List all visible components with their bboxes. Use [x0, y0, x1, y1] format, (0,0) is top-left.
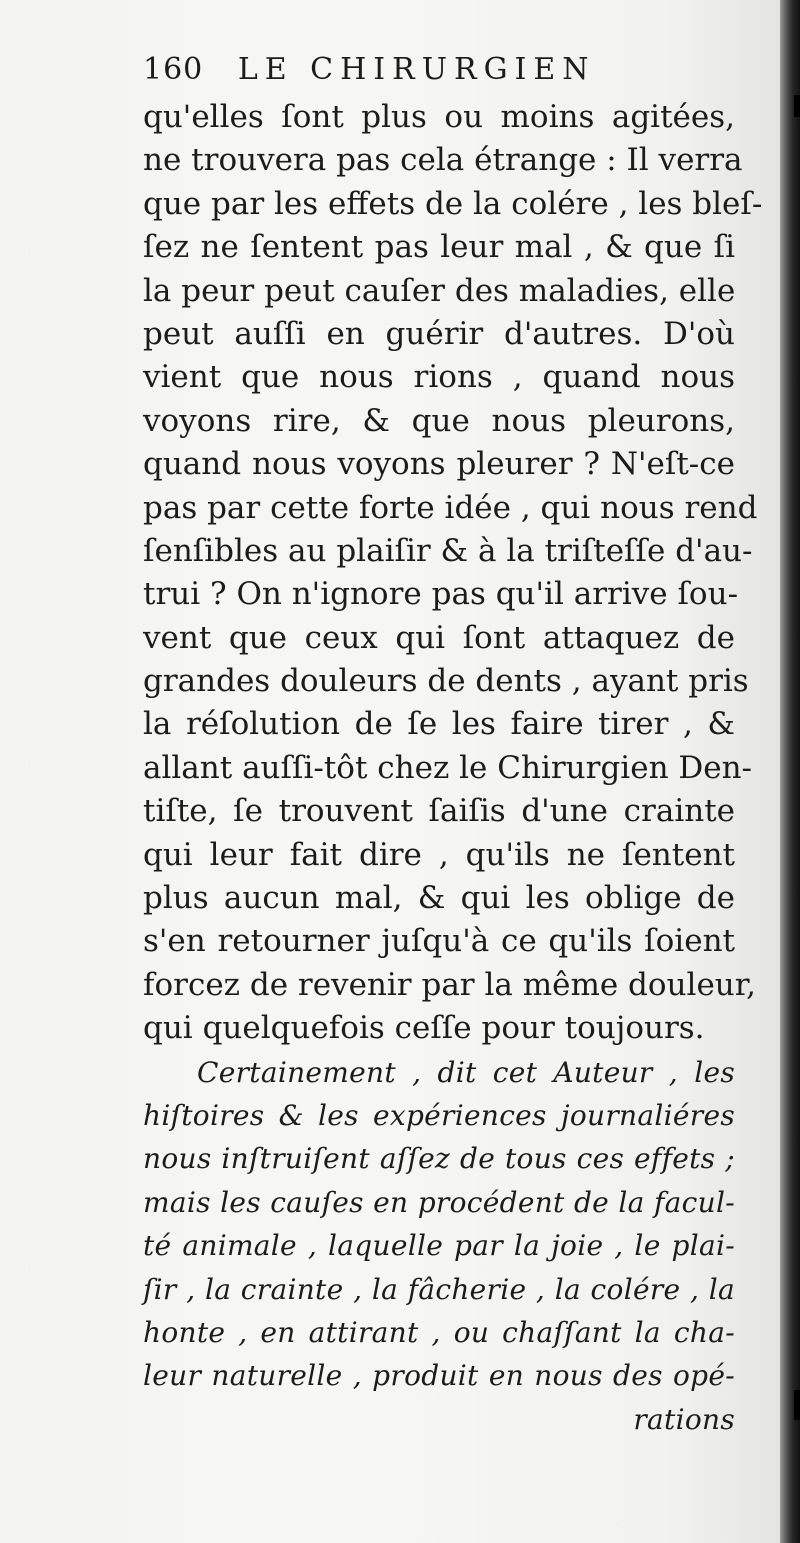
text-line: rations	[633, 1402, 735, 1436]
text-line: qu'elles ſont plus ou moins agitées,	[143, 99, 735, 135]
text-line: Certainement , dit cet Auteur , les	[197, 1055, 735, 1089]
edge-mark	[794, 95, 800, 117]
text-line: hiſtoires & les expériences journaliéres	[143, 1098, 735, 1132]
text-line: ſir , la crainte , la fâcherie , la colére , la	[143, 1272, 735, 1306]
text-line: nous inſtruiſent aſſez de tous ces effets ;	[143, 1142, 735, 1176]
text-line: tiſte, ſe trouvent ſaiſis d'une crainte	[143, 793, 735, 830]
text-line: honte , en attirant , ou chaſſant la cha-	[143, 1315, 735, 1349]
text-line: vient que nous rions , quand nous	[143, 359, 735, 396]
text-line: qui leur fait dire , qu'ils ne ſentent	[143, 836, 735, 873]
text-line: pas par cette forte idée , qui nous rend	[143, 489, 758, 526]
text-line: s'en retourner juſqu'à ce qu'ils ſoient	[143, 923, 735, 960]
text-line: leur naturelle , produit en nous des opé-	[143, 1359, 735, 1393]
page-number: 160	[143, 52, 204, 87]
running-header	[143, 44, 735, 96]
text-line: qui quelquefois ceſſe pour toujours.	[143, 1010, 705, 1047]
text-line: ſez ne ſentent pas leur mal , & que ſi	[143, 229, 735, 266]
text-line: peut auſſi en guérir d'autres. D'où	[143, 315, 735, 352]
text-line: grandes douleurs de dents , ayant pris	[143, 663, 749, 700]
body-text	[143, 96, 763, 1441]
text-line: té animale , laquelle par la joie , le plai-	[143, 1229, 735, 1263]
text-line: mais les cauſes en procédent de la facul-	[143, 1185, 735, 1219]
text-line: voyons rire, & que nous pleurons,	[143, 402, 735, 439]
page-text-block	[143, 44, 763, 1441]
text-line: ne trouvera pas cela étrange : Il verra	[143, 142, 743, 179]
text-line: quand nous voyons pleurer ? N'eſt-ce	[143, 446, 735, 483]
text-line: forcez de revenir par la même douleur,	[143, 966, 757, 1003]
text-line: allant auſſi-tôt chez le Chirurgien Den-	[143, 749, 753, 786]
text-line: la peur peut cauſer des maladies, elle	[143, 272, 736, 309]
page-edge-shadow	[780, 0, 800, 1543]
text-line: plus aucun mal, & qui les oblige de	[143, 880, 735, 917]
text-line: ſenſibles au plaiſir & à la triſteſſe d'au-	[143, 532, 753, 569]
running-title: LE CHIRURGIEN	[237, 52, 596, 87]
text-line: la réſolution de ſe les faire tirer , &	[143, 706, 735, 743]
text-line: trui ? On n'ignore pas qu'il arrive ſou-	[143, 576, 739, 613]
edge-mark	[794, 1390, 800, 1420]
text-line: que par les effets de la colére , les bleſ-	[143, 185, 763, 222]
text-line: vent que ceux qui ſont attaquez de	[143, 619, 735, 656]
